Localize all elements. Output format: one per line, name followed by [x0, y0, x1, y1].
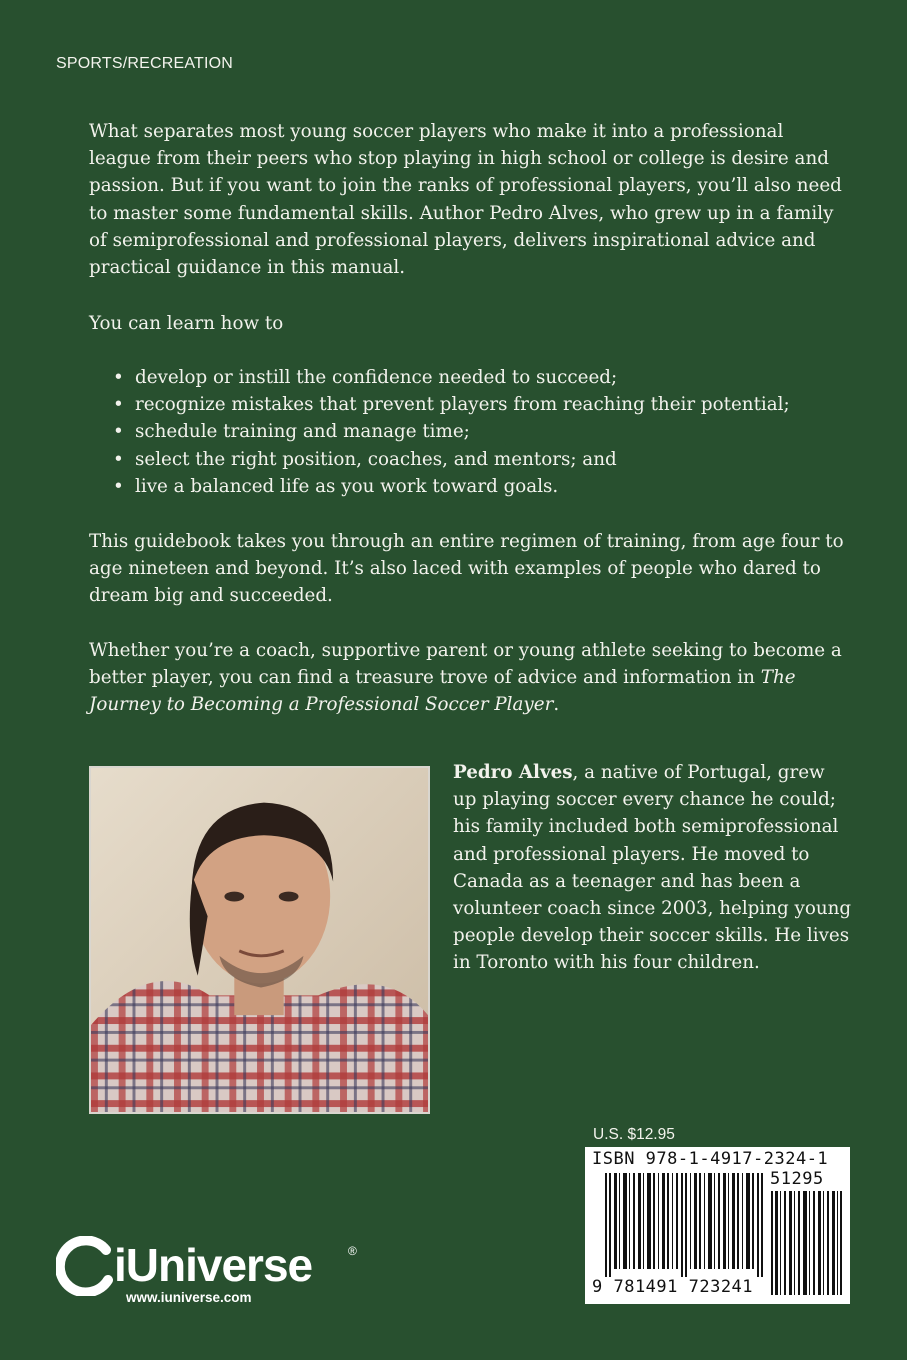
price-label: U.S. $12.95	[593, 1126, 675, 1143]
publisher-logo	[56, 1236, 366, 1316]
author-bio: Pedro Alves, a native of Portugal, grew up playing soccer every chance he could; his family included both semiprofessional and professional players. He moved to Canada as a teenager and has been a volunteer coach since 2003, helping young people develop their soccer skills. He lives in Toronto with his four children.	[453, 762, 852, 974]
bullet-icon: •	[113, 475, 124, 497]
author-photo	[89, 766, 430, 1114]
ean-digits: 9 781491 723241	[592, 1277, 754, 1297]
iuniverse-logo-icon	[56, 1236, 116, 1296]
author-name: Pedro Alves	[453, 762, 573, 783]
description-paragraph-1: What separates most young soccer players who make it into a professional league from their peers who stop playing in high school or college is desire and passion. But if you want to join the ranks of professional players, you’ll also need to master some fundamental skills. Author Pedro Alves, who grew up in a family of semiprofessional and professional players, delivers inspirational advice and practical guidance in this manual.	[89, 121, 842, 279]
skills-list	[113, 364, 853, 500]
list-item: • select the right position, coaches, and mentors; and	[113, 446, 853, 473]
bullet-icon: •	[113, 367, 124, 388]
list-item: • live a balanced life as you work toward goals.	[113, 473, 853, 500]
list-item: • schedule training and manage time;	[113, 418, 853, 445]
isbn-number: ISBN 978-1-4917-2324-1	[592, 1149, 829, 1169]
ean-barcode-icon	[605, 1173, 765, 1277]
barcode	[585, 1147, 850, 1304]
description-paragraph-3: Whether you’re a coach, supportive parent or young athlete seeking to become a better player, you can find a treasure trove of advice and information in The Journey to Becoming a Professional Soccer Player.	[89, 640, 842, 716]
publisher-url: www.iuniverse.com	[126, 1290, 252, 1305]
author-portrait-icon	[91, 768, 428, 1112]
description-paragraph-2: This guidebook takes you through an entire regimen of training, from age four to age nineteen and beyond. It’s also laced with examples of people who dared to dream big and succeeded.	[89, 531, 844, 607]
price-code: 51295	[770, 1169, 824, 1189]
bullet-intro: You can learn how to	[89, 313, 284, 334]
addon-barcode-icon	[771, 1191, 843, 1295]
category-label: SPORTS/RECREATION	[56, 55, 234, 72]
bullet-icon: •	[113, 448, 124, 470]
registered-mark: ®	[348, 1244, 357, 1258]
book-title: The Journey to Becoming a Professional Soccer Player	[89, 667, 796, 716]
bullet-icon: •	[113, 394, 124, 416]
publisher-name: iUniverse	[114, 1239, 313, 1291]
list-item: • recognize mistakes that prevent players from reaching their potential;	[113, 391, 853, 418]
list-item: • develop or instill the confidence needed to succeed;	[113, 364, 853, 391]
bullet-icon: •	[113, 421, 124, 443]
